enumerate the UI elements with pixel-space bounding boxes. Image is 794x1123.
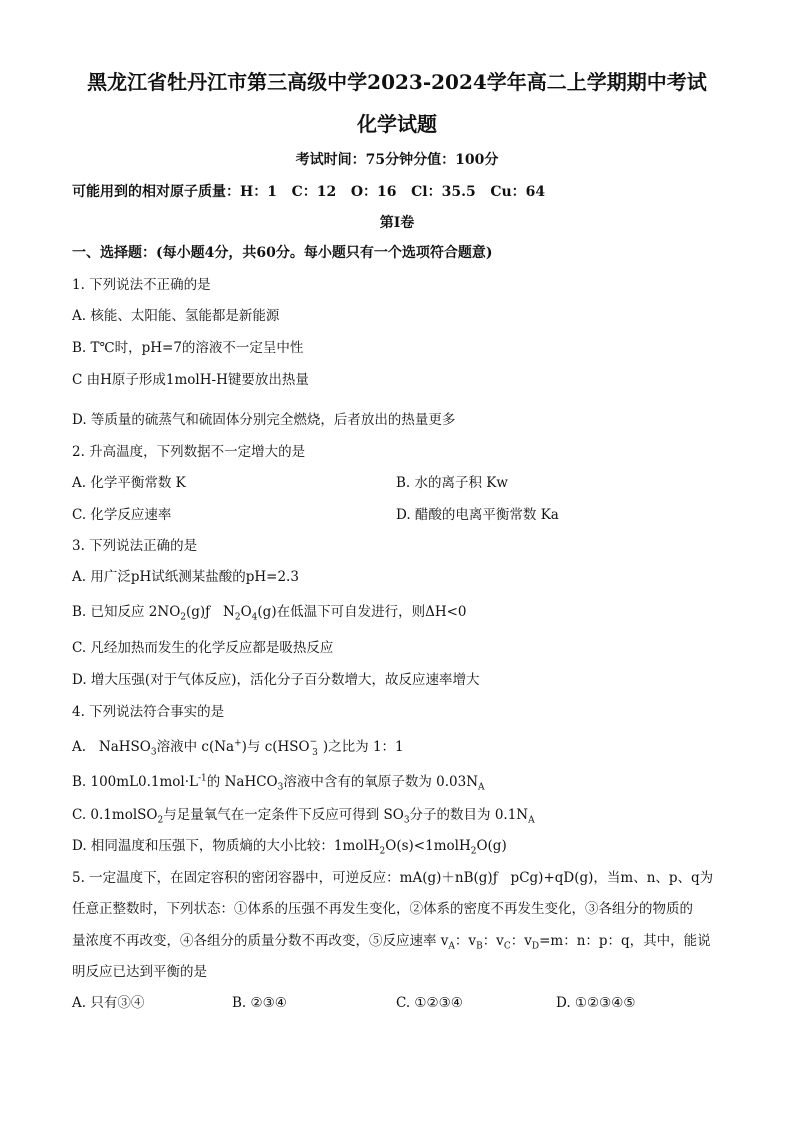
exam-title: 黑龙江省牡丹江市第三高级中学2023-2024学年高二上学期期中考试: [87, 70, 707, 94]
question-5-stem-line1: 5. 一定温度下，在固定容积的密闭容器中，可逆反应：mA(g)＋nB(g)ƒ pCg)+qD(g)，当m、n、p、q为: [72, 870, 714, 886]
question-5-stem-line4: 明反应已达到平衡的是: [72, 964, 207, 980]
question-5-option-b: B. ②③④: [232, 995, 287, 1011]
question-1-option-c: C 由H原子形成1molH-H键要放出热量: [72, 372, 309, 388]
section-heading: 一、选择题：(每小题4分，共60分。每小题只有一个选项符合题意): [72, 245, 493, 261]
question-1-option-d: D. 等质量的硫蒸气和硫固体分别完全燃烧，后者放出的热量更多: [72, 412, 456, 428]
question-4-option-a: A. NaHSO$_3$溶液中 c(Na+)与 $c(HSO^-_3$ )之比为 1：1: [72, 736, 404, 758]
question-2-option-b: B. 水的离子积 Kw: [396, 475, 508, 491]
question-4-option-d: D. 相同温度和压强下，物质熵的大小比较：1molH$_2$O(s)<1molH$_2$O(g): [72, 838, 507, 857]
question-3-option-d: D. 增大压强(对于气体反应)，活化分子百分数增大，故反应速率增大: [72, 672, 480, 688]
question-5-option-a: A. 只有③④: [72, 995, 145, 1011]
question-2-option-d: D. 醋酸的电离平衡常数 Ka: [396, 507, 559, 523]
question-5-stem-line3: 量浓度不再改变，④各组分的质量分数不再改变，⑤反应速率 $v_A$：$v_B$：$v_C$：$v_D=m$：n：p：q，其中，能说: [72, 933, 711, 952]
question-2-stem: 2. 升高温度，下列数据不一定增大的是: [72, 444, 306, 460]
question-3-option-c: C. 凡经加热而发生的化学反应都是吸热反应: [72, 640, 334, 656]
question-5-option-c: C. ①②③④: [396, 995, 463, 1011]
question-4-option-b: B. $100mL0.1mol\cdot L^{-1}$的 NaHCO$_3$溶液中含有的氧原子数为 $0.03N_A$: [72, 773, 485, 793]
question-1-option-a: A. 核能、太阳能、氢能都是新能源: [72, 308, 280, 324]
question-4-option-c: C. 0.1molSO$_2$与足量氧气在一定条件下反应可得到 $SO_3$分子的数目为 $0.1N_A$: [72, 807, 535, 826]
question-5-option-d: D. ①②③④⑤: [556, 995, 636, 1011]
question-3-option-b: B. 已知反应 $2NO_2(g)ƒ$ $N_2O_4(g)$在低温下可自发进行，则ΔH<0: [72, 604, 467, 623]
question-4-stem: 4. 下列说法符合事实的是: [72, 704, 225, 720]
atomic-masses: 可能用到的相对原子质量：H：1 C：12 O：16 Cl：35.5 Cu：64: [72, 184, 546, 200]
question-2-option-c: C. 化学反应速率: [72, 507, 172, 523]
question-1-stem: 1. 下列说法不正确的是: [72, 277, 211, 293]
question-3-option-a: A. 用广泛pH试纸测某盐酸的pH=2.3: [72, 569, 299, 585]
question-3-stem: 3. 下列说法正确的是: [72, 538, 198, 554]
question-1-option-b: B. T℃时，pH=7的溶液不一定呈中性: [72, 340, 304, 356]
question-5-stem-line2: 任意正整数时，下列状态：①体系的压强不再发生变化，②体系的密度不再发生变化，③各组分的物质的: [72, 901, 693, 917]
exam-subject: 化学试题: [357, 112, 437, 136]
question-2-option-a: A. 化学平衡常数 K: [72, 475, 186, 491]
exam-info: 考试时间：75分钟分值：100分: [295, 152, 499, 168]
volume-heading: 第I卷: [379, 215, 415, 231]
